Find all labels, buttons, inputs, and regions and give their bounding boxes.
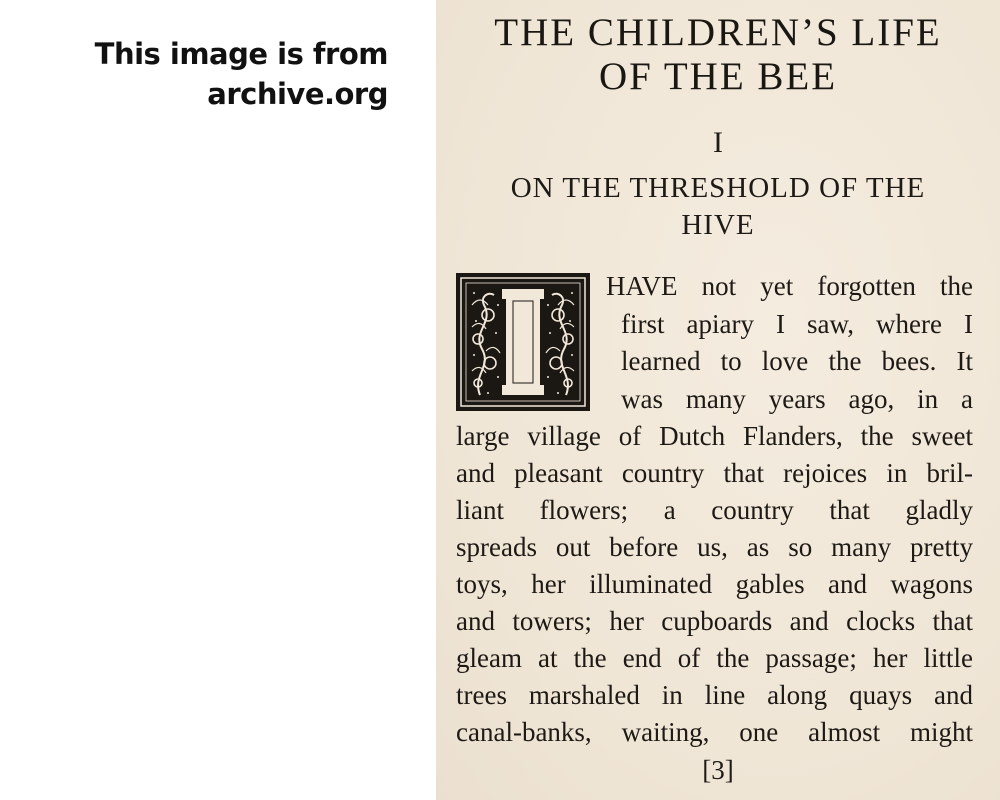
book-page [436, 0, 1000, 800]
book-title-line-2: OF THE BEE [598, 55, 838, 98]
chapter-number: I [713, 126, 723, 159]
chapter-title-line-2: HIVE [681, 209, 755, 241]
body-line-3: learned to love the bees. It [621, 346, 973, 376]
body-line-8: spreads out before us, as so many pretty [456, 532, 973, 562]
source-note-line-2: archive.org [207, 77, 388, 111]
source-note-line-1: This image is from [94, 37, 388, 71]
body-line-5: large village of Dutch Flanders, the sweet [456, 421, 973, 451]
body-line-6: and pleasant country that rejoices in bril- [456, 458, 973, 488]
body-line-4: was many years ago, in a [621, 384, 973, 414]
body-line-1: HAVE not yet forgotten the [606, 271, 973, 301]
body-line-7: liant flowers; a country that gladly [456, 495, 973, 525]
body-line-13: canal-banks, waiting, one almost might [456, 717, 973, 747]
body-line-9: toys, her illuminated gables and wagons [456, 569, 973, 599]
body-line-10: and towers; her cupboards and clocks that [456, 606, 973, 636]
source-attribution [60, 34, 388, 114]
ornamental-drop-cap-icon [456, 273, 590, 411]
chapter-title-line-1: ON THE THRESHOLD OF THE [510, 172, 926, 204]
body-line-12: trees marshaled in line along quays and [456, 680, 973, 710]
page-number: [3] [702, 755, 734, 785]
book-title-line-1: THE CHILDREN’S LIFE [494, 11, 942, 54]
body-line-11: gleam at the end of the passage; her little [456, 643, 973, 673]
body-line-2: first apiary I saw, where I [621, 309, 973, 339]
